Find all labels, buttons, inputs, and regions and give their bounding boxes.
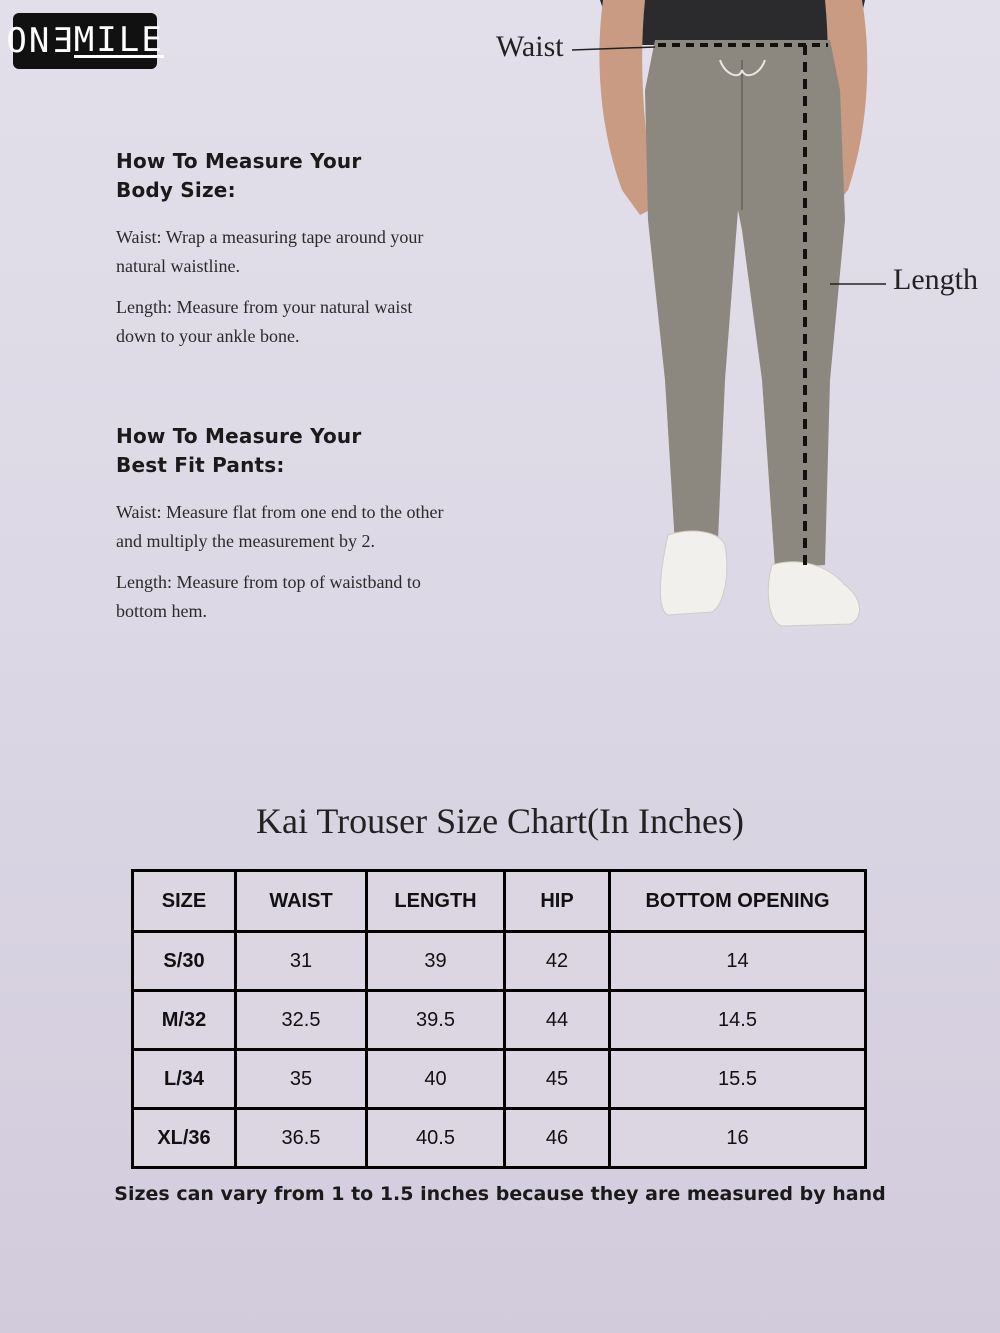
size-chart-title: Kai Trouser Size Chart(In Inches) bbox=[256, 801, 744, 841]
measurement-note: Sizes can vary from 1 to 1.5 inches because they are measured by hand bbox=[114, 1183, 886, 1205]
cell-size: M/32 bbox=[133, 991, 236, 1050]
length-label: Length bbox=[893, 263, 978, 296]
cell-hip: 45 bbox=[505, 1050, 610, 1109]
cell-length: 40.5 bbox=[367, 1109, 505, 1168]
logo-text-left: ON bbox=[6, 21, 52, 61]
cell-waist: 35 bbox=[236, 1050, 367, 1109]
cell-hip: 42 bbox=[505, 932, 610, 991]
header-length: LENGTH bbox=[367, 871, 505, 932]
cell-size: XL/36 bbox=[133, 1109, 236, 1168]
header-hip: HIP bbox=[505, 871, 610, 932]
cell-bottom-opening: 14.5 bbox=[610, 991, 866, 1050]
cell-waist: 31 bbox=[236, 932, 367, 991]
table-header-row bbox=[133, 871, 866, 932]
cell-length: 39.5 bbox=[367, 991, 505, 1050]
cell-size: S/30 bbox=[133, 932, 236, 991]
table-row bbox=[133, 991, 866, 1050]
table-row bbox=[133, 1050, 866, 1109]
cell-waist: 36.5 bbox=[236, 1109, 367, 1168]
cell-size: L/34 bbox=[133, 1050, 236, 1109]
body-size-waist-text: Waist: Wrap a measuring tape around your natural waistline. bbox=[116, 227, 424, 276]
table-row bbox=[133, 1109, 866, 1168]
cell-hip: 46 bbox=[505, 1109, 610, 1168]
cell-length: 39 bbox=[367, 932, 505, 991]
brand-logo bbox=[6, 13, 164, 69]
cell-bottom-opening: 16 bbox=[610, 1109, 866, 1168]
cell-hip: 44 bbox=[505, 991, 610, 1050]
logo-text-right: MILE bbox=[73, 19, 164, 60]
header-waist: WAIST bbox=[236, 871, 367, 932]
model-pants-illustration bbox=[560, 0, 1000, 640]
header-bottom-opening: BOTTOM OPENING bbox=[610, 871, 866, 932]
cell-bottom-opening: 15.5 bbox=[610, 1050, 866, 1109]
best-fit-waist-text: Waist: Measure flat from one end to the other and multiply the measurement by 2. bbox=[116, 502, 444, 551]
best-fit-title: How To Measure Your Best Fit Pants: bbox=[116, 424, 362, 477]
size-chart-table bbox=[131, 869, 867, 1169]
header-size: SIZE bbox=[133, 871, 236, 932]
body-size-title: How To Measure Your Body Size: bbox=[116, 149, 362, 202]
waist-label: Waist bbox=[496, 30, 564, 63]
cell-bottom-opening: 14 bbox=[610, 932, 866, 991]
cell-waist: 32.5 bbox=[236, 991, 367, 1050]
table-row bbox=[133, 932, 866, 991]
body-size-section bbox=[116, 147, 456, 363]
cell-length: 40 bbox=[367, 1050, 505, 1109]
logo-text-mid: E bbox=[51, 21, 74, 61]
best-fit-section bbox=[116, 422, 456, 638]
best-fit-length-text: Length: Measure from top of waistband to bottom hem. bbox=[116, 572, 421, 621]
body-size-length-text: Length: Measure from your natural waist down to your ankle bone. bbox=[116, 297, 413, 346]
